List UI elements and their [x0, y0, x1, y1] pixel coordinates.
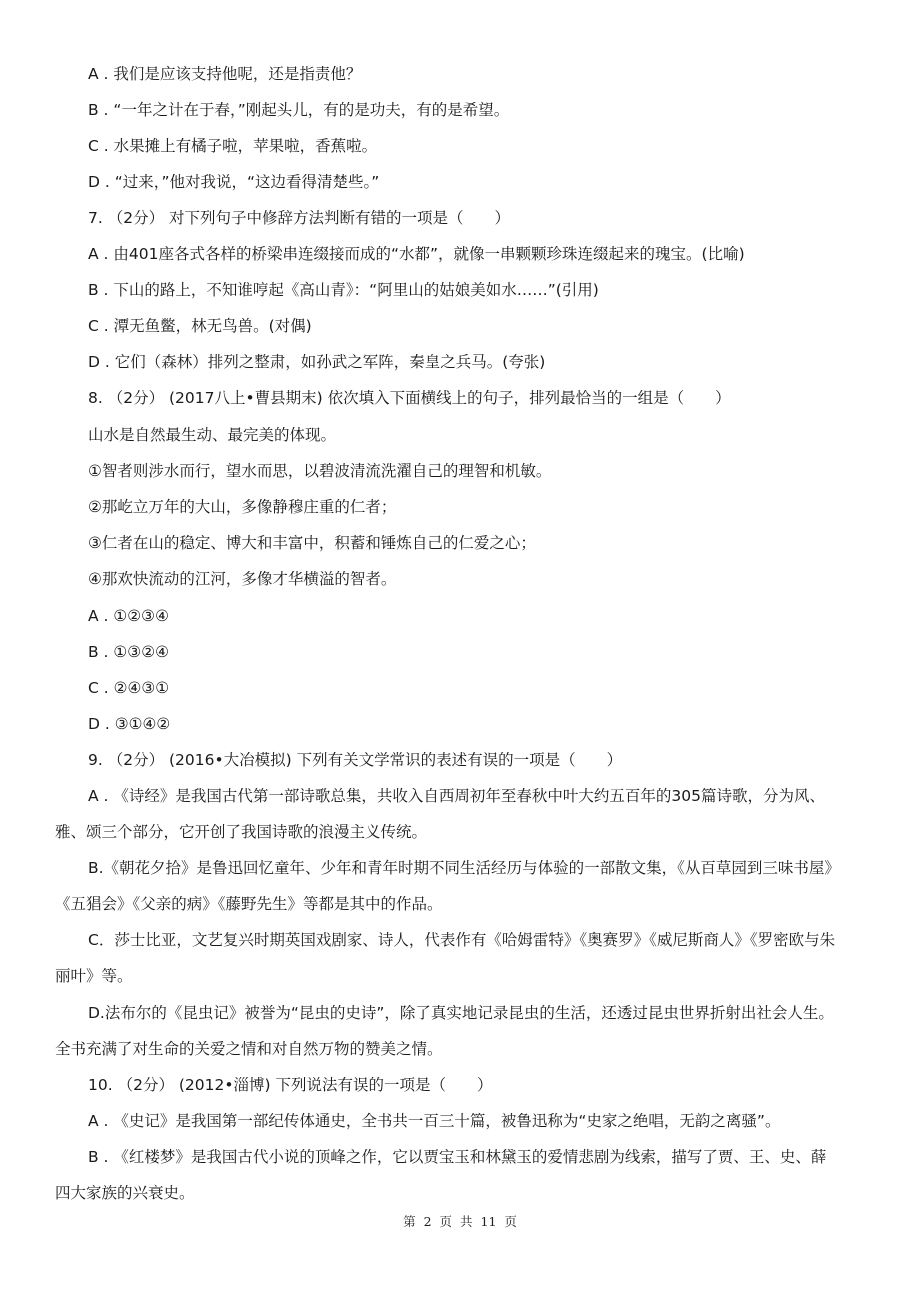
q9-option-b-line2: 《五猖会》《父亲的病》《藤野先生》等都是其中的作品。 — [55, 895, 443, 913]
footer-prefix: 第 — [403, 1214, 416, 1229]
q6-option-a: A . 我们是应该支持他呢，还是指责他？ — [88, 65, 362, 83]
q8-option-d: D . ③①④② — [88, 715, 171, 733]
q8-sentence-4: ④那欢快流动的江河，多像才华横溢的智者。 — [88, 570, 397, 588]
q10-option-b-line1: B . 《红楼梦》是我国古代小说的顶峰之作，它以贾宝玉和林黛玉的爱情悲剧为线索，描写了贾、王、史、薛 — [88, 1148, 827, 1166]
q8-stem: 8. （2分） (2017八上•曹县期末) 依次填入下面横线上的句子，排列最恰当的一组是（ ） — [88, 389, 731, 407]
q9-option-c-line1: C．莎士比亚，文艺复兴时期英国戏剧家、诗人，代表作有《哈姆雷特》《奥赛罗》《威尼斯商人》《罗密欧与朱 — [88, 931, 836, 949]
q10-option-b-line2: 四大家族的兴衰史。 — [55, 1184, 195, 1202]
q9-option-b-line1: B.《朝花夕拾》是鲁迅回忆童年、少年和青年时期不同生活经历与体验的一部散文集，《从百草园到三味书屋》 — [88, 859, 840, 877]
q7-option-c: C . 潭无鱼鳖，林无鸟兽。(对偶) — [88, 317, 312, 335]
q9-option-d-line2: 全书充满了对生命的关爱之情和对自然万物的赞美之情。 — [55, 1040, 443, 1058]
q7-option-d: D . 它们（森林）排列之整肃，如孙武之军阵，秦皇之兵马。(夸张) — [88, 353, 546, 371]
q10-stem: 10. （2分） (2012•淄博) 下列说法有误的一项是（ ） — [88, 1076, 493, 1094]
q9-stem: 9. （2分） (2016•大冶模拟) 下列有关文学常识的表述有误的一项是（ ） — [88, 751, 623, 769]
current-page-number: 2 — [423, 1214, 432, 1229]
q8-option-c: C . ②④③① — [88, 679, 170, 697]
footer-suffix: 页 — [504, 1214, 517, 1229]
q6-option-c: C . 水果摊上有橘子啦，苹果啦，香蕉啦。 — [88, 137, 378, 155]
total-page-count: 11 — [480, 1214, 497, 1229]
footer-total-word: 共 — [460, 1214, 473, 1229]
q8-option-a: A . ①②③④ — [88, 607, 169, 625]
q10-option-a: A . 《史记》是我国第一部纪传体通史，全书共一百三十篇，被鲁迅称为“史家之绝唱，无韵之离骚”。 — [88, 1112, 781, 1130]
q9-option-c-line2: 丽叶》等。 — [55, 967, 133, 985]
q7-stem: 7. （2分） 对下列句子中修辞方法判断有错的一项是（ ） — [88, 209, 511, 227]
q6-option-b: B . “一年之计在于春，”刚起头儿，有的是功夫，有的是希望。 — [88, 101, 510, 119]
q7-option-a: A . 由401座各式各样的桥梁串连缀接而成的“水都”，就像一串颗颗珍珠连缀起来的瑰宝。(比喻) — [88, 245, 745, 263]
q8-sentence-3: ③仁者在山的稳定、博大和丰富中，积蓄和锤炼自己的仁爱之心； — [88, 534, 536, 552]
q9-option-d-line1: D.法布尔的《昆虫记》被誉为“昆虫的史诗”，除了真实地记录昆虫的生活，还透过昆虫世界折射出社会人生。 — [88, 1004, 834, 1022]
page-footer — [0, 1212, 920, 1230]
q9-option-a-line2: 雅、颂三个部分，它开创了我国诗歌的浪漫主义传统。 — [55, 823, 428, 841]
q9-option-a-line1: A . 《诗经》是我国古代第一部诗歌总集，共收入自西周初年至春秋中叶大约五百年的305篇诗歌，分为风、 — [88, 787, 825, 805]
q8-option-b: B . ①③②④ — [88, 643, 169, 661]
q7-option-b: B . 下山的路上，不知谁哼起《高山青》：“阿里山的姑娘美如水……”(引用) — [88, 281, 599, 299]
q8-sentence-1: ①智者则涉水而行，望水而思，以碧波清流洗濯自己的理智和机敏。 — [88, 462, 552, 480]
footer-page-word: 页 — [439, 1214, 453, 1229]
q8-sentence-2: ②那屹立万年的大山，多像静穆庄重的仁者； — [88, 498, 397, 516]
q8-intro: 山水是自然最生动、最完美的体现。 — [88, 426, 337, 444]
q6-option-d: D . “过来，”他对我说，“这边看得清楚些。” — [88, 173, 380, 191]
